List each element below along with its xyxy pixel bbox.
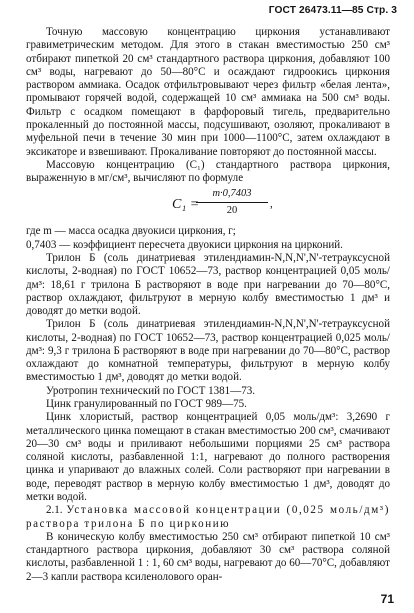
paragraph-concentration-intro: Массовую концентрацию (C₁) стандартного раствора циркония, выраженную в мг/см³, вычисляют по формуле (26, 158, 390, 185)
paragraph-trilon-0025: Трилон Б (соль динатриевая этилендиамин-N,N,N',N'-тетрауксусной кислоты, 2-водная) по ГОСТ 10652—73, раствор концентрацией 0,025 моль/дм³: 9,3 г трилона Б растворяют в воде при нагревании до 70—80°С, раствор охлаждают до комнатной температуры, фильтруют в мерную колбу вместимостью 1 дм³, доводят до метки водой. (26, 318, 390, 384)
section-number: 2.1. (46, 504, 63, 517)
formula-block (26, 185, 390, 225)
section-heading-2-1 (26, 504, 390, 531)
paragraph-trilon-005: Трилон Б (соль динатриевая этилендиамин-N,N,N',N'-тетрауксусной кислоты, 2-водная) по ГОСТ 10652—73, раствор концентрацией 0,05 моль/дм³: 18,61 г трилона Б растворяют в воде при нагревании до 70—80°С, раствор охлаждают, фильтруют в мерную колбу вместимостью 1 дм³ и доводят до метки водой. (26, 251, 390, 318)
formula-fraction (196, 187, 268, 217)
paragraph-urotropin: Уротропин технический по ГОСТ 1381—73. (46, 384, 256, 397)
paragraph-gravimetric-method: Точную массовую концентрацию циркония устанавливают гравиметрическим методом. Для этого в стакан вместимостью 250 см³ отбирают пипеткой 20 см³ стандартного раствора циркония, добавляют 100 см³ воды, нагревают до 50—80°С и осаждают гидроокись циркония раствором аммиака. Осадок отфильтровывают через фильтр «белая лента», промывают горячей водой, содержащей 10 см³ аммиака на 500 см³ воды. Фильтр с осадком помещают в фарфоровый тигель, предварительно прокаленный до постоянной массы, подсушивают, озоляют, прокаливают в муфельной печи в течение 30 мин при 1000—1100°С, затем охлаждают в эксикаторе и взвешивают. Прокаливание повторяют до постоянной массы. (26, 26, 390, 158)
formula-denominator: 20 (226, 204, 238, 216)
formula-numerator: m·0,7403 (196, 187, 268, 202)
formula-lhs: C₁ = (172, 197, 200, 213)
running-header: ГОСТ 26473.11—85 Стр. 3 (268, 5, 397, 16)
paragraph-zinc-chloride: Цинк хлористый, раствор концентрацией 0,05 моль/дм³: 3,2690 г металлического цинка помещают в стакан вместимостью 200 см³, смачивают 20—30 см³ воды и приливают небольшими порциями 25 см³ раствора соляной кислоты, разбавленной 1:1, нагревают до полного растворения цинка и упаривают до влажных солей. Соли растворяют при нагревании в воде, переводят раствор в мерную колбу вместимостью 1 дм³, доводят до метки водой. (26, 411, 390, 503)
text-column (26, 26, 390, 584)
formula-tail: , (270, 198, 273, 211)
paragraph-zinc-granulated: Цинк гранулированный по ГОСТ 989—75. (46, 398, 247, 411)
paragraph-titration-procedure: В коническую колбу вместимостью 250 см³ отбирают пипеткой 10 см³ стандартного раствора циркония, добавляют 30 см³ раствора соляной кислоты, разбавленной 1 : 1, 60 см³ воды, нагревают до 60—70°С, добавляют 2—3 капли раствора ксиленолового оран- (26, 530, 390, 583)
page-number: 71 (380, 591, 394, 606)
formula-where-coefficient: 0,7403 — коэффициент пересчета двуокиси циркония на цирконий. (26, 238, 343, 251)
section-heading-text: Установка массовой концентрации (0,025 моль/дм³) раствора трилона Б по цирконию (26, 504, 390, 530)
formula-where-mass: где m — масса осадка двуокиси циркония, г; (26, 225, 236, 238)
